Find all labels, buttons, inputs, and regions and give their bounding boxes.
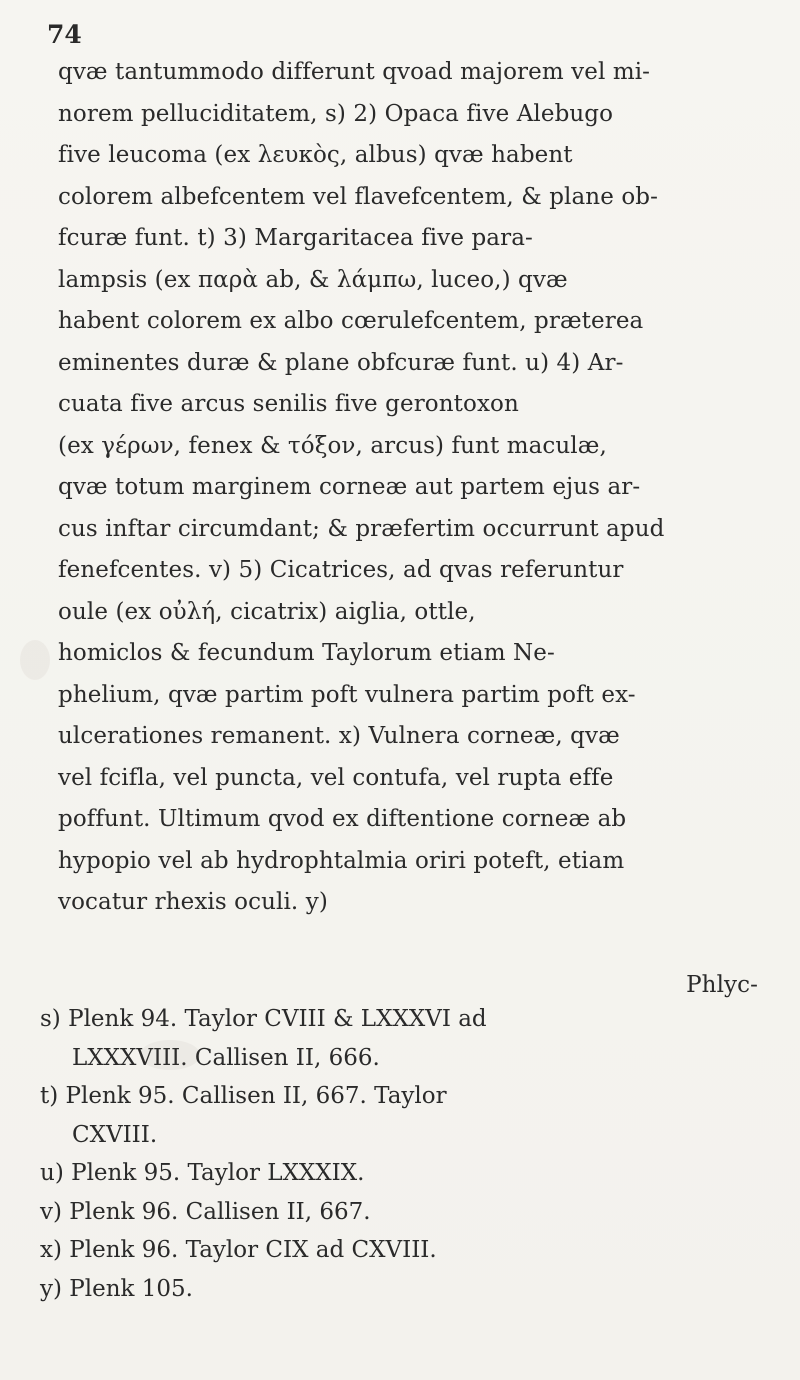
footnote: u) Plenk 95. Taylor LXXXIX.	[40, 1160, 365, 1186]
text-line: vel fcifla, vel puncta, vel contufa, vel rupta effe	[58, 764, 614, 791]
footnote: y) Plenk 105.	[40, 1275, 193, 1302]
footnote: v) Plenk 96. Callisen II, 667.	[40, 1198, 371, 1225]
text-line: cus inftar circumdant; & præfertim occurrunt apud	[58, 515, 665, 542]
text-line: qvæ totum marginem corneæ aut partem ejus ar-	[58, 474, 641, 500]
paper-stain	[140, 1040, 200, 1070]
text-line: fcuræ funt. t) 3) Margaritacea five para-	[58, 225, 533, 251]
text-line: hypopio vel ab hydrophtalmia oriri poteft, etiam	[58, 847, 625, 874]
text-line: homiclos & fecundum Taylorum etiam Ne-	[58, 640, 555, 666]
footnote-continuation: LXXXVIII. Callisen II, 666.	[72, 1044, 380, 1071]
text-line: ulcerationes remanent. x) Vulnera corneæ, qvæ	[58, 723, 620, 749]
main-text	[58, 52, 758, 1007]
text-line: poffunt. Ultimum qvod ex diftentione corneæ ab	[58, 806, 627, 832]
text-line: phelium, qvæ partim poft vulnera partim poft ex-	[58, 681, 636, 708]
footnote-continuation: CXVIII.	[72, 1121, 158, 1148]
catchword: Phlyc-	[686, 972, 758, 998]
text-line: qvæ tantummodo differunt qvoad majorem vel mi-	[58, 59, 651, 85]
text-line: oule (ex οὐλή, cicatrix) aiglia, ottle,	[58, 598, 476, 625]
text-line: five leucoma (ex λευκὸς, albus) qvæ habent	[58, 142, 573, 168]
footnote: t) Plenk 95. Callisen II, 667. Taylor	[40, 1083, 447, 1109]
paper-stain	[20, 640, 50, 680]
text-line: vocatur rhexis oculi. y)	[58, 889, 328, 915]
page-number: 74	[47, 20, 82, 49]
text-line: cuata five arcus senilis five gerontoxon	[58, 391, 519, 417]
text-line: norem pelluciditatem, s) 2) Opaca five Alebugo	[58, 100, 614, 127]
text-line: (ex γέρων, fenex & τόξον, arcus) funt maculæ,	[58, 432, 607, 459]
footnote: s) Plenk 94. Taylor CVIII & LXXXVI ad	[40, 1006, 487, 1032]
text-line: eminentes duræ & plane obfcuræ funt. u) 4) Ar-	[58, 349, 624, 376]
text-line: habent colorem ex albo cœrulefcentem, præterea	[58, 308, 644, 334]
text-line: lampsis (ex παρὰ ab, & λάμπω, luceo,) qvæ	[58, 266, 568, 293]
text-line: fenefcentes. v) 5) Cicatrices, ad qvas referuntur	[58, 557, 624, 583]
footnote: x) Plenk 96. Taylor CIX ad CXVIII.	[40, 1237, 437, 1263]
text-line	[58, 924, 758, 966]
text-line: colorem albefcentem vel flavefcentem, & plane ob-	[58, 183, 658, 210]
